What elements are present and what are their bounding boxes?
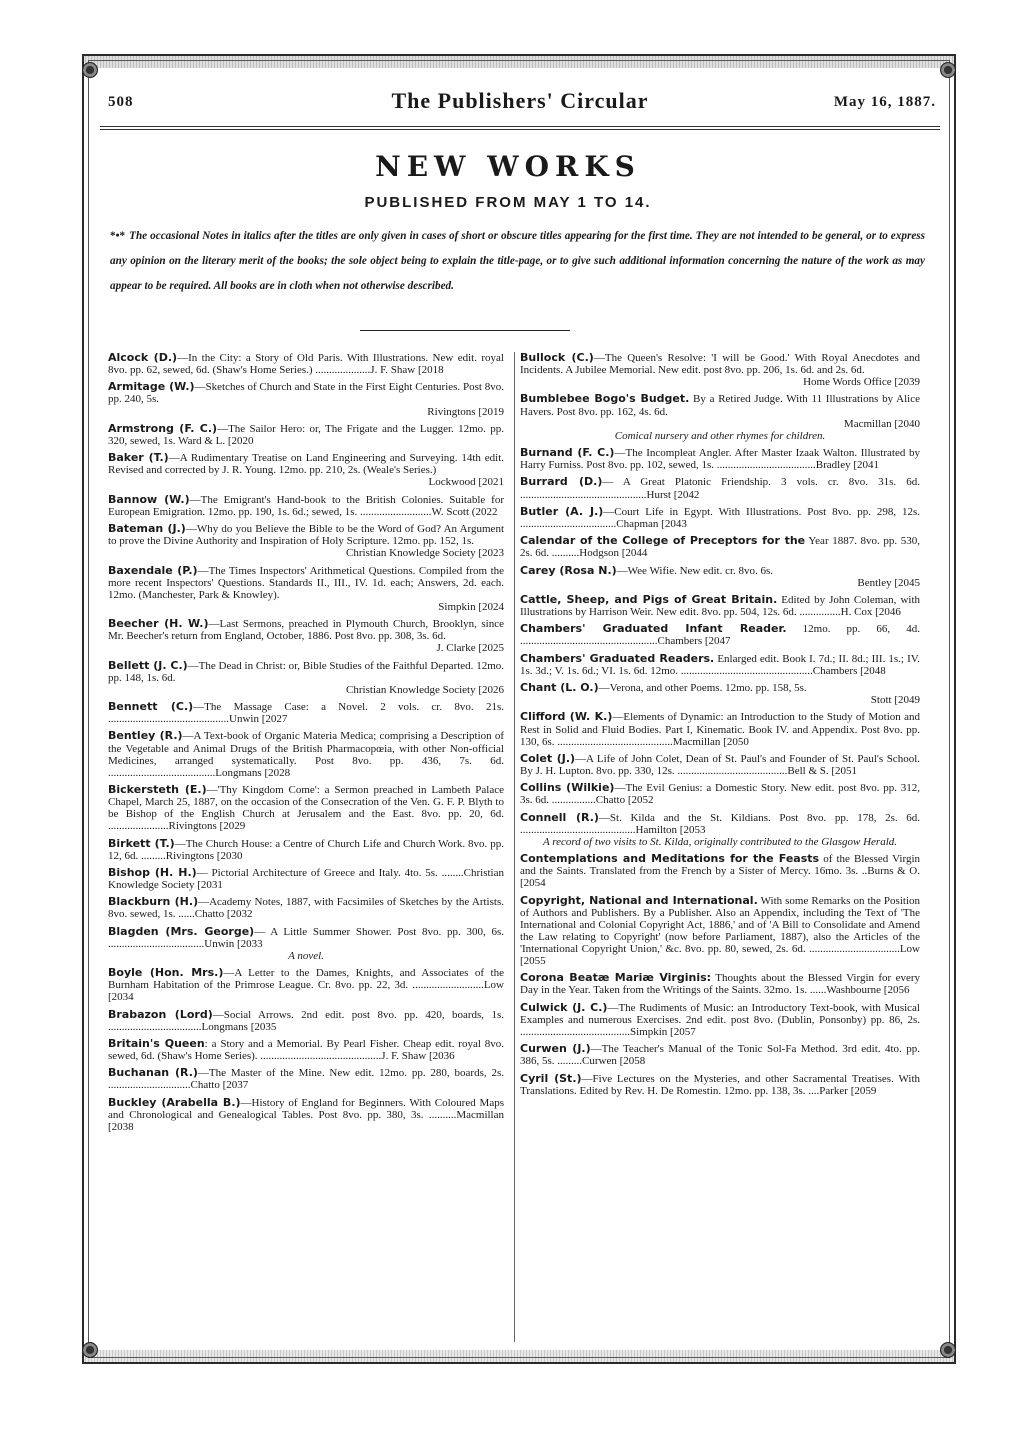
entry-heading: Brabazon (Lord) bbox=[108, 1007, 213, 1021]
catalogue-entry bbox=[520, 506, 920, 530]
catalogue-entry bbox=[520, 623, 920, 647]
entry-heading: Blackburn (H.) bbox=[108, 895, 199, 909]
catalogue-entry bbox=[108, 523, 504, 559]
section-divider bbox=[360, 330, 570, 331]
catalogue-entry bbox=[108, 352, 504, 376]
entry-text: Year 1887. 8vo. pp. 530, 2s. 6d. ..........Hodgson [2044 bbox=[520, 535, 920, 560]
entry-heading: Bannow (W.) bbox=[108, 492, 190, 506]
entry-heading: Calendar of the College of Preceptors for the bbox=[520, 534, 806, 548]
catalogue-entry bbox=[520, 782, 920, 806]
entry-text: —The Master of the Mine. New edit. 12mo. pp. 280, boards, 2s. ..............................Chatto [2037 bbox=[108, 1067, 504, 1092]
entry-text: —The Incompleat Angler. After Master Izaak Walton. Illustrated by Harry Furniss. Post 8vo. pp. 102, sewed, 1s. ....................................Bradley [2041 bbox=[520, 447, 921, 472]
entry-heading: Chant (L. O.) bbox=[520, 681, 599, 695]
catalogue-entry bbox=[108, 660, 504, 696]
catalogue-entry bbox=[520, 1002, 920, 1038]
entry-text: —The Church House: a Centre of Church Life and Church Work. 8vo. pp. 12, 6d. .........Rivingtons [2030 bbox=[108, 837, 504, 862]
catalogue-entry bbox=[520, 682, 920, 706]
entry-heading: Chambers' Graduated Infant Reader. bbox=[520, 622, 787, 636]
entry-heading: Birkett (T.) bbox=[108, 836, 175, 850]
entry-text: —'Thy Kingdom Come': a Sermon preached in Lambeth Palace Chapel, March 25, 1887, on the occasion of the Consecration of the Ven. G. F. P. Blyth to be Bishop of the English Church at Jerusalem and the East. 8vo. pp. 20, 6d. ......................Rivingtons [2029 bbox=[108, 783, 504, 833]
entry-text: —In the City: a Story of Old Paris. With Illustrations. New edit. royal 8vo. pp. 62, sewed, 6d. (Shaw's Home Series.) ....................J. F. Shaw [2018 bbox=[108, 352, 504, 377]
entry-text: —The Times Inspectors' Arithmetical Questions. Compiled from the more recent Inspectors' Questions. Standards II., III., IV. 1d. each; Answers, 2d. each. 12mo. (Manchester, Park & Knowley). bbox=[108, 564, 505, 601]
catalogue-entry bbox=[108, 1009, 504, 1033]
entry-text: —Academy Notes, 1887, with Facsimiles of Sketches by the Artists. 8vo. sewed, 1s. ......Chatto [2032 bbox=[108, 896, 504, 921]
catalogue-entry bbox=[520, 753, 920, 777]
entry-heading: Baxendale (P.) bbox=[108, 563, 198, 577]
catalogue-entry bbox=[108, 926, 504, 962]
entry-publisher: Bentley [2045 bbox=[857, 576, 920, 589]
entry-heading: Bentley (R.) bbox=[108, 729, 183, 743]
catalogue-entry bbox=[108, 730, 504, 778]
entry-publisher: Lockwood [2021 bbox=[428, 476, 504, 489]
entry-annotation: Comical nursery and other rhymes for children. bbox=[614, 429, 826, 442]
entry-publisher: Home Words Office [2039 bbox=[803, 376, 920, 389]
entry-text: —Social Arrows. 2nd edit. post 8vo. pp. 420, boards, 1s. ..................................Longmans [2035 bbox=[108, 1008, 504, 1033]
entry-text: —The Teacher's Manual of the Tonic Sol-Fa Method. 3rd edit. 4to. pp. 386, 5s. .........Curwen [2058 bbox=[520, 1043, 920, 1068]
entry-heading: Cyril (St.) bbox=[520, 1071, 582, 1085]
entry-text: —A Letter to the Dames, Knights, and Associates of the Burnham Habitation of the Primrose League. Cr. 8vo. pp. 22, 3d. ..........................Low [2034 bbox=[108, 967, 504, 1004]
entry-text: —Sketches of Church and State in the First Eight Centuries. Post 8vo. pp. 240, 5s. bbox=[108, 381, 504, 406]
entry-heading: Bateman (J.) bbox=[108, 522, 186, 536]
entry-text: — A Little Summer Shower. Post 8vo. pp. 300, 6s. ...................................Unwin [2033 bbox=[108, 925, 504, 950]
entry-heading: Contemplations and Meditations for the Feasts bbox=[520, 852, 820, 866]
entry-text: —History of England for Beginners. With Coloured Maps and Chronological and Genealogical Tables. Post 8vo. pp. 380, 3s. ..........Macmillan [2038 bbox=[108, 1096, 504, 1133]
entry-text: — Pictorial Architecture of Greece and Italy. 4to. 5s. ........Christian Knowledge Society [2031 bbox=[108, 866, 504, 891]
entry-heading: Butler (A. J.) bbox=[520, 504, 604, 518]
entry-text: —A Life of John Colet, Dean of St. Paul's and Founder of St. Paul's School. By J. H. Lupton. 8vo. pp. 330, 12s. ........................................Bell & S. [2051 bbox=[520, 752, 920, 777]
column-separator bbox=[514, 352, 515, 1342]
corner-ornament-icon bbox=[82, 62, 98, 78]
note-text: The occasional Notes in italics after the titles are only given in cases of short or obscure titles appearing for the first time. They are not intended to be general, or to express any opinion on the literary merit of the books; the sole object being to explain the title-page, or to give such additional information concerning the nature of the work as may appear to be required. All books are in cloth when not otherwise described. bbox=[110, 230, 925, 292]
entry-text: Enlarged edit. Book I. 7d.; II. 8d.; III. 1s.; IV. 1s. 3d.; V. 1s. 6d.; VI. 1s. 6d. 12mo. ................................................Chambers [2048 bbox=[520, 652, 921, 677]
running-head bbox=[100, 88, 940, 118]
catalogue-entry bbox=[520, 653, 920, 677]
entry-text: —The Massage Case: a Novel. 2 vols. cr. 8vo. 21s. ............................................Unwin [2027 bbox=[108, 701, 504, 726]
entry-heading: Bellett (J. C.) bbox=[108, 658, 188, 672]
entry-heading: Burnand (F. C.) bbox=[520, 446, 615, 460]
catalogue-entry bbox=[108, 381, 504, 417]
entry-text: —The Rudiments of Music: an Introductory Text-book, with Musical Examples and numerous Exercises. 2nd edit. post 8vo. (Dublin, Ponsonby) pp. 86, 2s. ........................................Simpkin [2057 bbox=[520, 1001, 920, 1038]
entry-heading: Bumblebee Bogo's Budget. bbox=[520, 392, 690, 406]
catalogue-entry bbox=[108, 452, 504, 488]
entry-text: —A Rudimentary Treatise on Land Engineering and Surveying. 14th edit. Revised and corrected by J. R. Young. 12mo. pp. 210, 2s. (Weale's Series.) bbox=[108, 452, 505, 477]
catalogue-entry bbox=[108, 867, 504, 891]
entry-text: — A Great Platonic Friendship. 3 vols. cr. 8vo. 31s. 6d. ..............................................Hurst [2042 bbox=[520, 476, 921, 501]
entry-text: Edited by John Coleman, with Illustrations by Harrison Weir. New edit. 8vo. pp. 504, 12s. 6d. ...............H. Cox [2046 bbox=[520, 593, 921, 618]
entry-text: —Five Lectures on the Mysteries, and other Sacramental Treatises. With Translations. Edited by Rev. H. De Romestin. 12mo. pp. 138, 3s. ....Parker [2059 bbox=[520, 1072, 921, 1097]
entry-heading: Collins (Wilkie) bbox=[520, 781, 615, 795]
issue-date: May 16, 1887. bbox=[833, 94, 936, 110]
entry-annotation: A novel. bbox=[288, 949, 324, 962]
catalogue-entry bbox=[520, 393, 920, 441]
catalogue-entry bbox=[108, 494, 504, 518]
catalogue-entry bbox=[520, 535, 920, 559]
entry-heading: Beecher (H. W.) bbox=[108, 617, 209, 631]
entry-heading: Corona Beatæ Mariæ Virginis: bbox=[520, 971, 712, 985]
entry-text: —The Evil Genius: a Domestic Story. New edit. post 8vo. pp. 312, 3s. 6d. ................Chatto [2052 bbox=[520, 782, 920, 807]
catalogue-entry bbox=[108, 1038, 504, 1062]
entry-heading: Alcock (D.) bbox=[108, 351, 178, 364]
entry-text: —The Queen's Resolve: 'I will be Good.' With Royal Anecdotes and Incidents. A Jubilee Memorial. New edit. post 8vo. pp. 206, 1s. 6d. and 2s. 6d. bbox=[520, 352, 921, 377]
entry-heading: Curwen (J.) bbox=[520, 1042, 591, 1056]
entry-heading: Blagden (Mrs. George) bbox=[108, 924, 255, 938]
entry-heading: Armstrong (F. C.) bbox=[108, 421, 218, 435]
catalogue-entry bbox=[108, 565, 504, 613]
entry-heading: Baker (T.) bbox=[108, 451, 169, 465]
entry-text: —A Text-book of Organic Materia Medica; comprising a Description of the Vegetable and Animal Drugs of the British Pharmacopœia, with other Non-official Medicines, arranged systematically. Post 8vo. pp. 436, 7s. 6d. .......................................Longmans [2028 bbox=[108, 730, 505, 779]
entry-heading: Burrard (D.) bbox=[520, 475, 603, 489]
entry-text: —Last Sermons, preached in Plymouth Church, Brooklyn, since Mr. Beecher's return from England, October, 1886. Post 8vo. pp. 308, 3s. 6d. bbox=[108, 618, 504, 643]
entry-text: —Why do you Believe the Bible to be the Word of God? An Argument to prove the Divine Authority and Inspiration of Holy Scripture. 12mo. pp. 152, 1s. bbox=[108, 523, 504, 548]
catalogue-entry bbox=[520, 853, 920, 889]
catalogue-entry bbox=[520, 476, 920, 500]
entry-heading: Buchanan (R.) bbox=[108, 1066, 198, 1080]
catalogue-entry bbox=[108, 838, 504, 862]
entry-heading: Copyright, National and International. bbox=[520, 893, 758, 907]
catalogue-entry bbox=[108, 701, 504, 725]
entry-text: : a Story and a Memorial. By Pearl Fisher. Cheap edit. royal 8vo. sewed, 6d. (Shaw's Home Series). ............................................J. F. Shaw [2036 bbox=[108, 1037, 505, 1063]
catalogue-entry bbox=[108, 1097, 504, 1133]
entry-publisher: Christian Knowledge Society [2023 bbox=[346, 547, 504, 560]
entry-heading: Bishop (H. H.) bbox=[108, 865, 197, 879]
section-title: NEW WORKS bbox=[375, 150, 641, 183]
catalogue-entry bbox=[520, 1073, 920, 1097]
entry-publisher: Rivingtons [2019 bbox=[427, 405, 504, 418]
right-column bbox=[520, 352, 920, 1102]
catalogue-entry bbox=[520, 972, 920, 996]
section-subtitle: PUBLISHED FROM MAY 1 TO 14. bbox=[364, 194, 652, 211]
entry-text: Thoughts about the Blessed Virgin for every Day in the Year. Taken from the Writings of the Saints. 32mo. 1s. ......Washbourne [2056 bbox=[520, 972, 920, 997]
page-number: 508 bbox=[108, 94, 134, 110]
entry-annotation: A record of two visits to St. Kilda, originally contributed to the Glasgow Herald. bbox=[542, 835, 898, 848]
catalogue-entry bbox=[108, 896, 504, 920]
entry-text: —Elements of Dynamic: an Introduction to the Study of Motion and Rest in Solid and Fluid Bodies. Part I, Kinematic. Book IV. and Appendix. Post 8vo. pp. 130, 6s. ..........................................Macmillan [2050 bbox=[520, 711, 920, 748]
entry-heading: Cattle, Sheep, and Pigs of Great Britain. bbox=[520, 592, 778, 606]
entry-text: —The Emigrant's Hand-book to the British Colonies. Suitable for European Emigration. 12mo. pp. 190, 1s. 6d.; sewed, 1s. ..........................W. Scott (2022 bbox=[108, 493, 504, 518]
catalogue-entry bbox=[520, 447, 920, 471]
journal-title: The Publishers' Circular bbox=[391, 88, 649, 113]
entry-heading: Bullock (C.) bbox=[520, 351, 594, 364]
entry-text: —The Sailor Hero: or, The Frigate and the Lugger. 12mo. pp. 320, sewed, 1s. Ward & L. [2020 bbox=[108, 422, 504, 447]
corner-ornament-icon bbox=[940, 62, 956, 78]
catalogue-entry bbox=[520, 711, 920, 747]
catalogue-entry bbox=[520, 895, 920, 968]
entry-heading: Chambers' Graduated Readers. bbox=[520, 651, 715, 665]
note-marker: *•* bbox=[110, 230, 126, 242]
entry-heading: Carey (Rosa N.) bbox=[520, 563, 617, 577]
entry-text: 12mo. pp. 66, 4d. ..................................................Chambers [2047 bbox=[520, 623, 920, 648]
entry-heading: Armitage (W.) bbox=[108, 380, 195, 394]
entry-heading: Clifford (W. K.) bbox=[520, 710, 613, 724]
entry-heading: Buckley (Arabella B.) bbox=[108, 1095, 241, 1109]
catalogue-entry bbox=[520, 565, 920, 589]
entry-text: —Wee Wifie. New edit. cr. 8vo. 6s. bbox=[616, 564, 774, 577]
header-rule bbox=[100, 129, 940, 130]
entry-publisher: J. Clarke [2025 bbox=[436, 642, 504, 655]
catalogue-entry bbox=[520, 352, 920, 388]
entry-heading: Britain's Queen bbox=[108, 1036, 205, 1050]
entry-publisher: Macmillan [2040 bbox=[843, 417, 920, 430]
entry-heading: Bennett (C.) bbox=[108, 700, 194, 714]
corner-ornament-icon bbox=[82, 1342, 98, 1358]
entry-heading: Boyle (Hon. Mrs.) bbox=[108, 966, 224, 980]
entry-heading: Bickersteth (E.) bbox=[108, 782, 207, 796]
entry-publisher: Simpkin [2024 bbox=[438, 600, 504, 613]
entry-text: —St. Kilda and the St. Kildians. Post 8vo. pp. 178, 2s. 6d. ..........................................Hamilton [2053 bbox=[520, 811, 921, 836]
entry-text: —Verona, and other Poems. 12mo. pp. 158, 5s. bbox=[598, 682, 807, 695]
entry-text: of the Blessed Virgin and the Saints. Translated from the French by a Sister of Mercy. 16mo. 3s. ..Burns & O. [2054 bbox=[520, 853, 920, 890]
editorial-note bbox=[110, 224, 925, 299]
entry-text: With some Remarks on the Position of Authors and Publishers. By a Publisher. Also an Appendix, including the Text of 'The International and Colonial Copyright Act, 1886,' and of 'A Bill to Consolidate and Amend the Law relating to Copyright' (now before Parliament, 1887), also the Articles of the 'International Copyright Union,' &c. 8vo. pp. 80, sewed, 2s. 6d. .................................Low [2055 bbox=[520, 894, 920, 968]
catalogue-entry bbox=[108, 1067, 504, 1091]
entry-heading: Connell (R.) bbox=[520, 810, 599, 824]
catalogue-entry bbox=[520, 1043, 920, 1067]
entry-publisher: Christian Knowledge Society [2026 bbox=[346, 683, 504, 696]
catalogue-entry bbox=[520, 594, 920, 618]
catalogue-entry bbox=[108, 967, 504, 1003]
entry-text: By a Retired Judge. With 11 Illustrations by Alice Havers. Post 8vo. pp. 162, 4s. 6d. bbox=[520, 393, 920, 418]
catalogue-entry bbox=[108, 618, 504, 654]
catalogue-entry bbox=[108, 784, 504, 832]
catalogue-entry bbox=[520, 812, 920, 848]
header-rule bbox=[100, 126, 940, 127]
entry-publisher: Stott [2049 bbox=[870, 694, 920, 707]
entry-heading: Culwick (J. C.) bbox=[520, 1000, 608, 1014]
entry-text: —The Dead in Christ: or, Bible Studies of the Faithful Departed. 12mo. pp. 148, 1s. 6d. bbox=[108, 659, 504, 684]
left-column bbox=[108, 352, 504, 1138]
corner-ornament-icon bbox=[940, 1342, 956, 1358]
entry-text: —Court Life in Egypt. With Illustrations. Post 8vo. pp. 298, 12s. ...................................Chapman [2043 bbox=[520, 505, 921, 530]
catalogue-entry bbox=[108, 423, 504, 447]
entry-heading: Colet (J.) bbox=[520, 751, 576, 765]
